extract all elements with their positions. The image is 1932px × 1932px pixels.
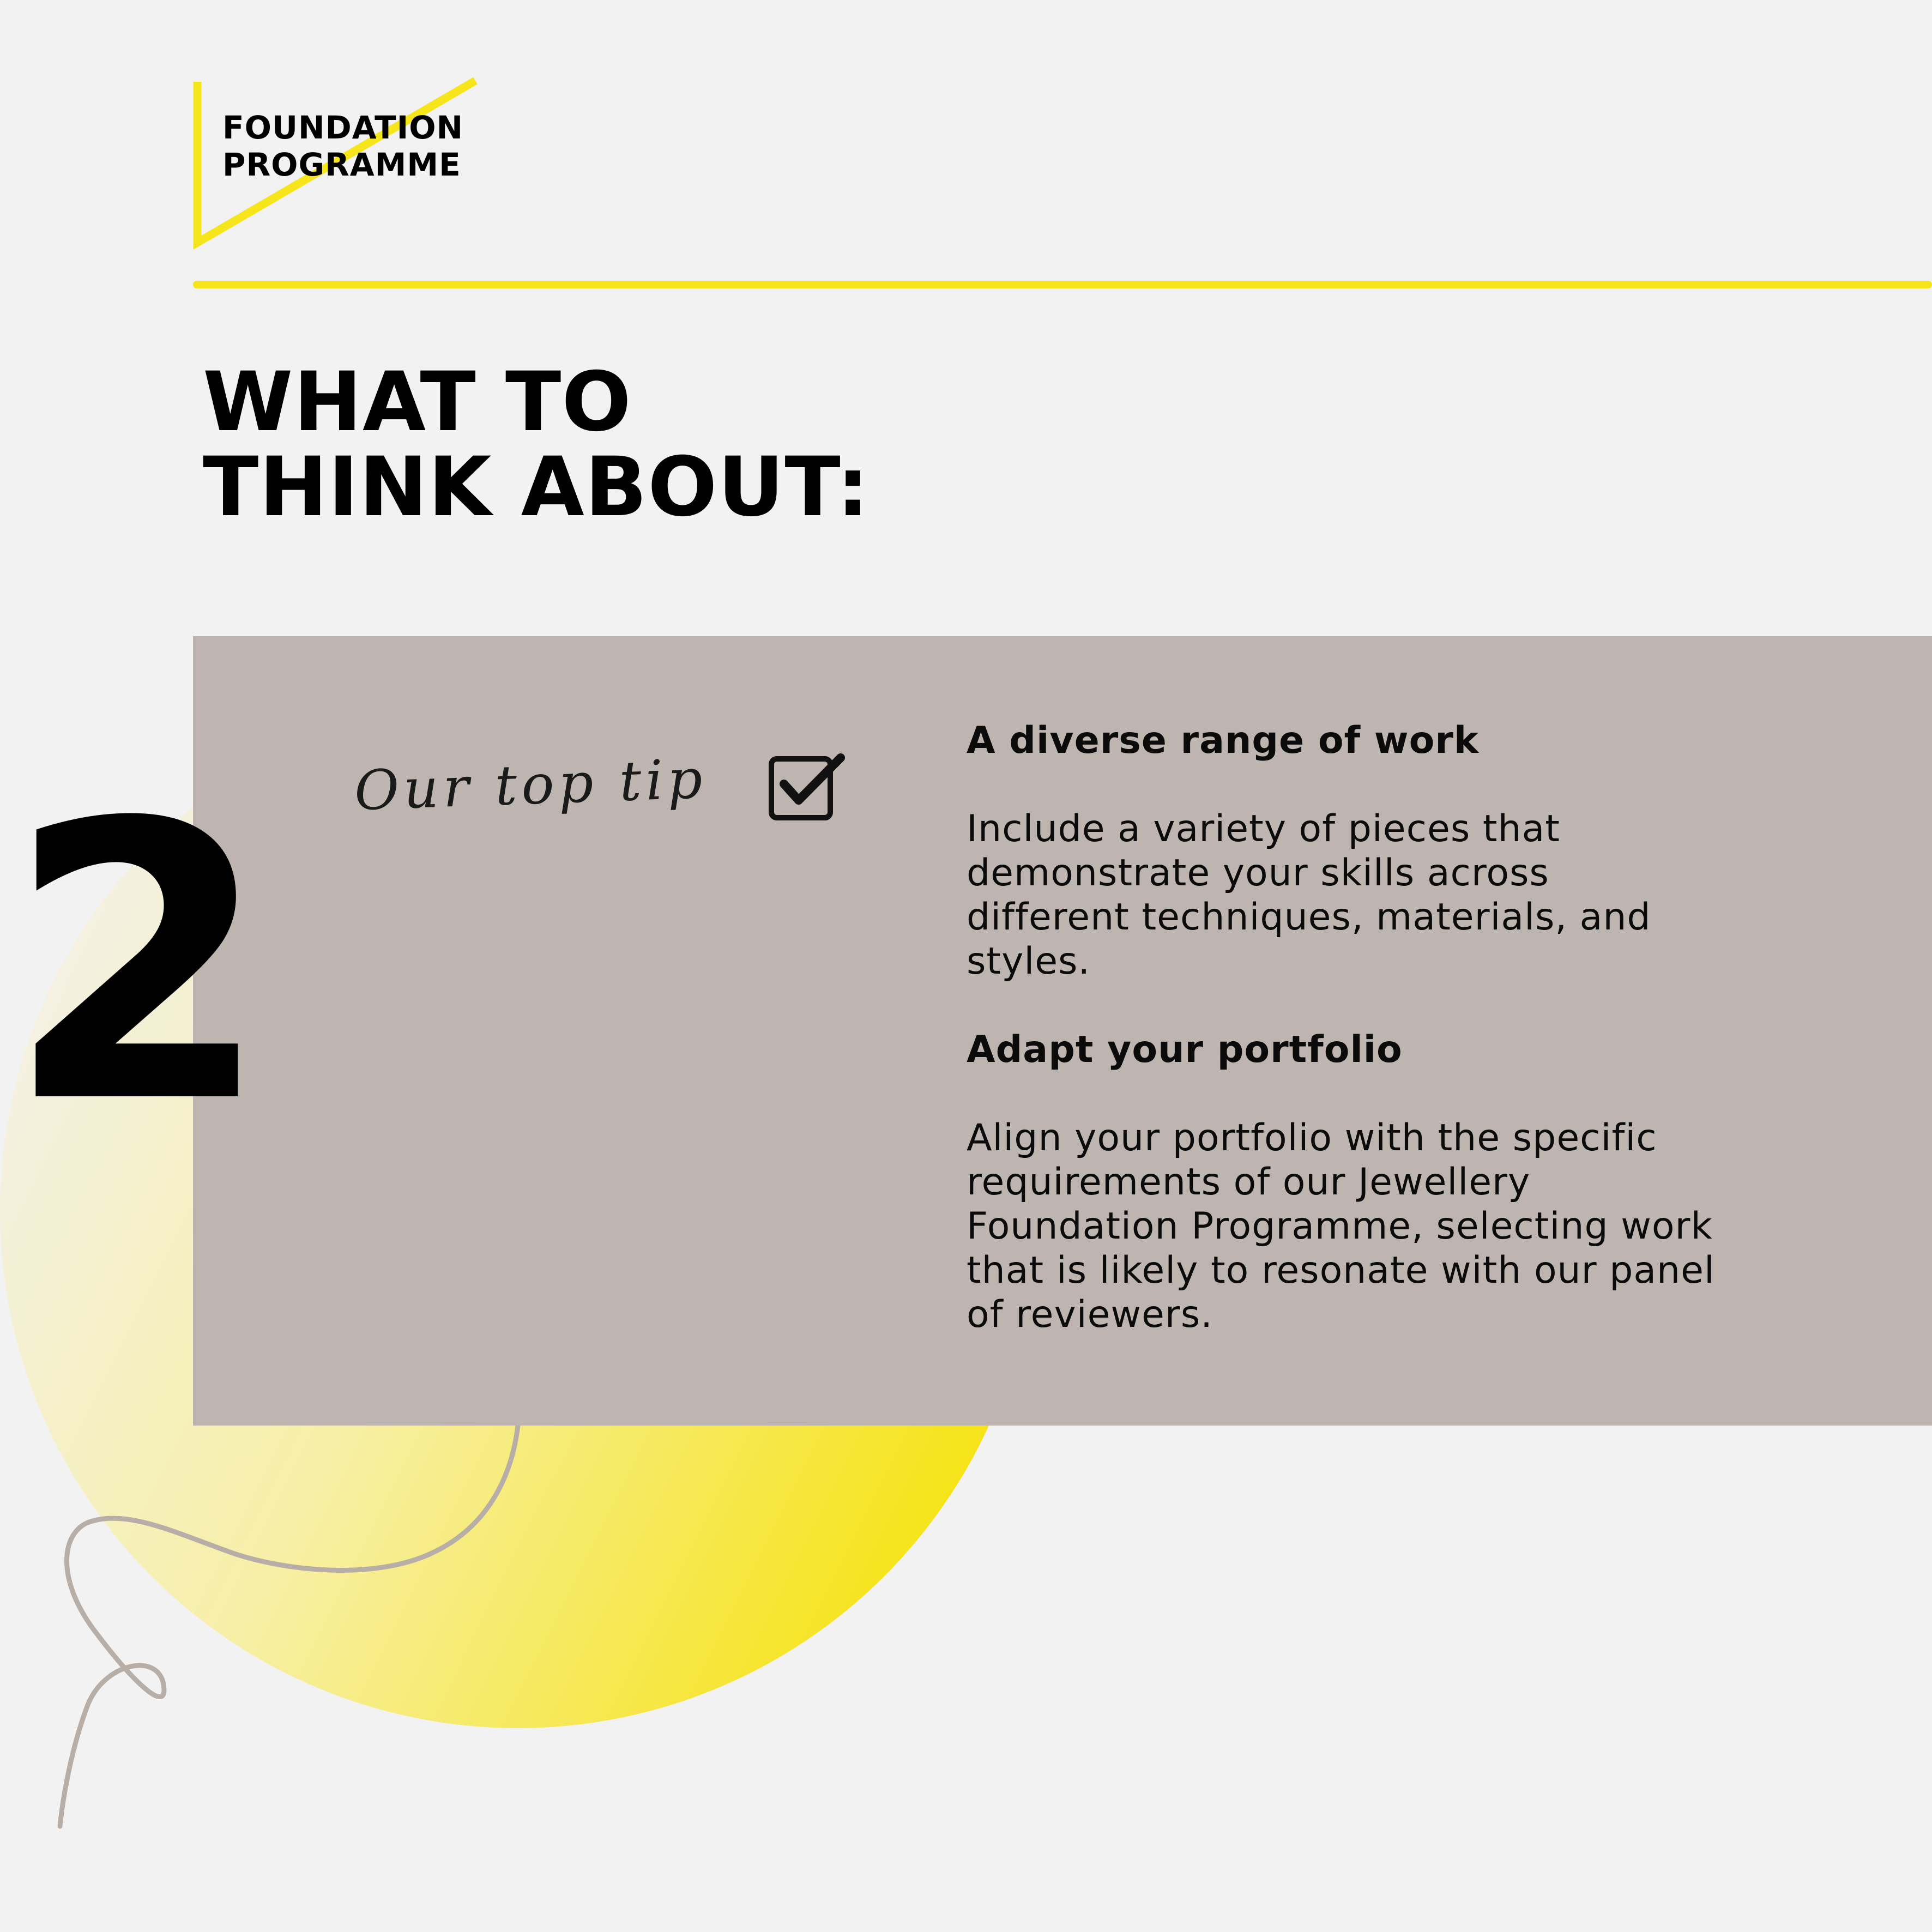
step-number: 2 bbox=[5, 742, 266, 1187]
spacer bbox=[967, 983, 1757, 1028]
spacer bbox=[967, 1072, 1757, 1116]
section-body-line: Align your portfolio with the specific bbox=[967, 1116, 1657, 1160]
section-body-line: styles. bbox=[967, 940, 1091, 983]
section-body-line: demonstrate your skills across bbox=[967, 852, 1549, 895]
section-heading: A diverse range of work bbox=[967, 719, 1480, 762]
logo-line-1: FOUNDATION bbox=[222, 109, 464, 146]
title-line-2: THINK ABOUT: bbox=[203, 440, 870, 535]
section-body-line: Include a variety of pieces that bbox=[967, 807, 1560, 850]
section-body-line: requirements of our Jewellery bbox=[967, 1161, 1531, 1204]
section-body-line: Foundation Programme, selecting work bbox=[967, 1205, 1713, 1248]
section-body-line: that is likely to resonate with our panel bbox=[967, 1249, 1715, 1292]
logo-wordmark bbox=[222, 109, 463, 183]
section-body-line: of reviewers. bbox=[967, 1293, 1213, 1336]
page-title bbox=[203, 355, 870, 535]
section-heading: Adapt your portfolio bbox=[967, 1028, 1403, 1071]
yellow-divider bbox=[193, 281, 1932, 288]
checkbox-checked-icon bbox=[769, 752, 845, 823]
section-body-line: different techniques, materials, and bbox=[967, 896, 1651, 939]
tip-content bbox=[967, 719, 1757, 1337]
logo-line-2: PROGRAMME bbox=[222, 146, 461, 183]
section-1 bbox=[967, 719, 1757, 983]
brand-logo bbox=[192, 76, 486, 251]
title-line-1: WHAT TO bbox=[203, 355, 632, 450]
section-2 bbox=[967, 1028, 1757, 1337]
spacer bbox=[967, 763, 1757, 807]
tip-label: Our top tip bbox=[353, 746, 708, 823]
